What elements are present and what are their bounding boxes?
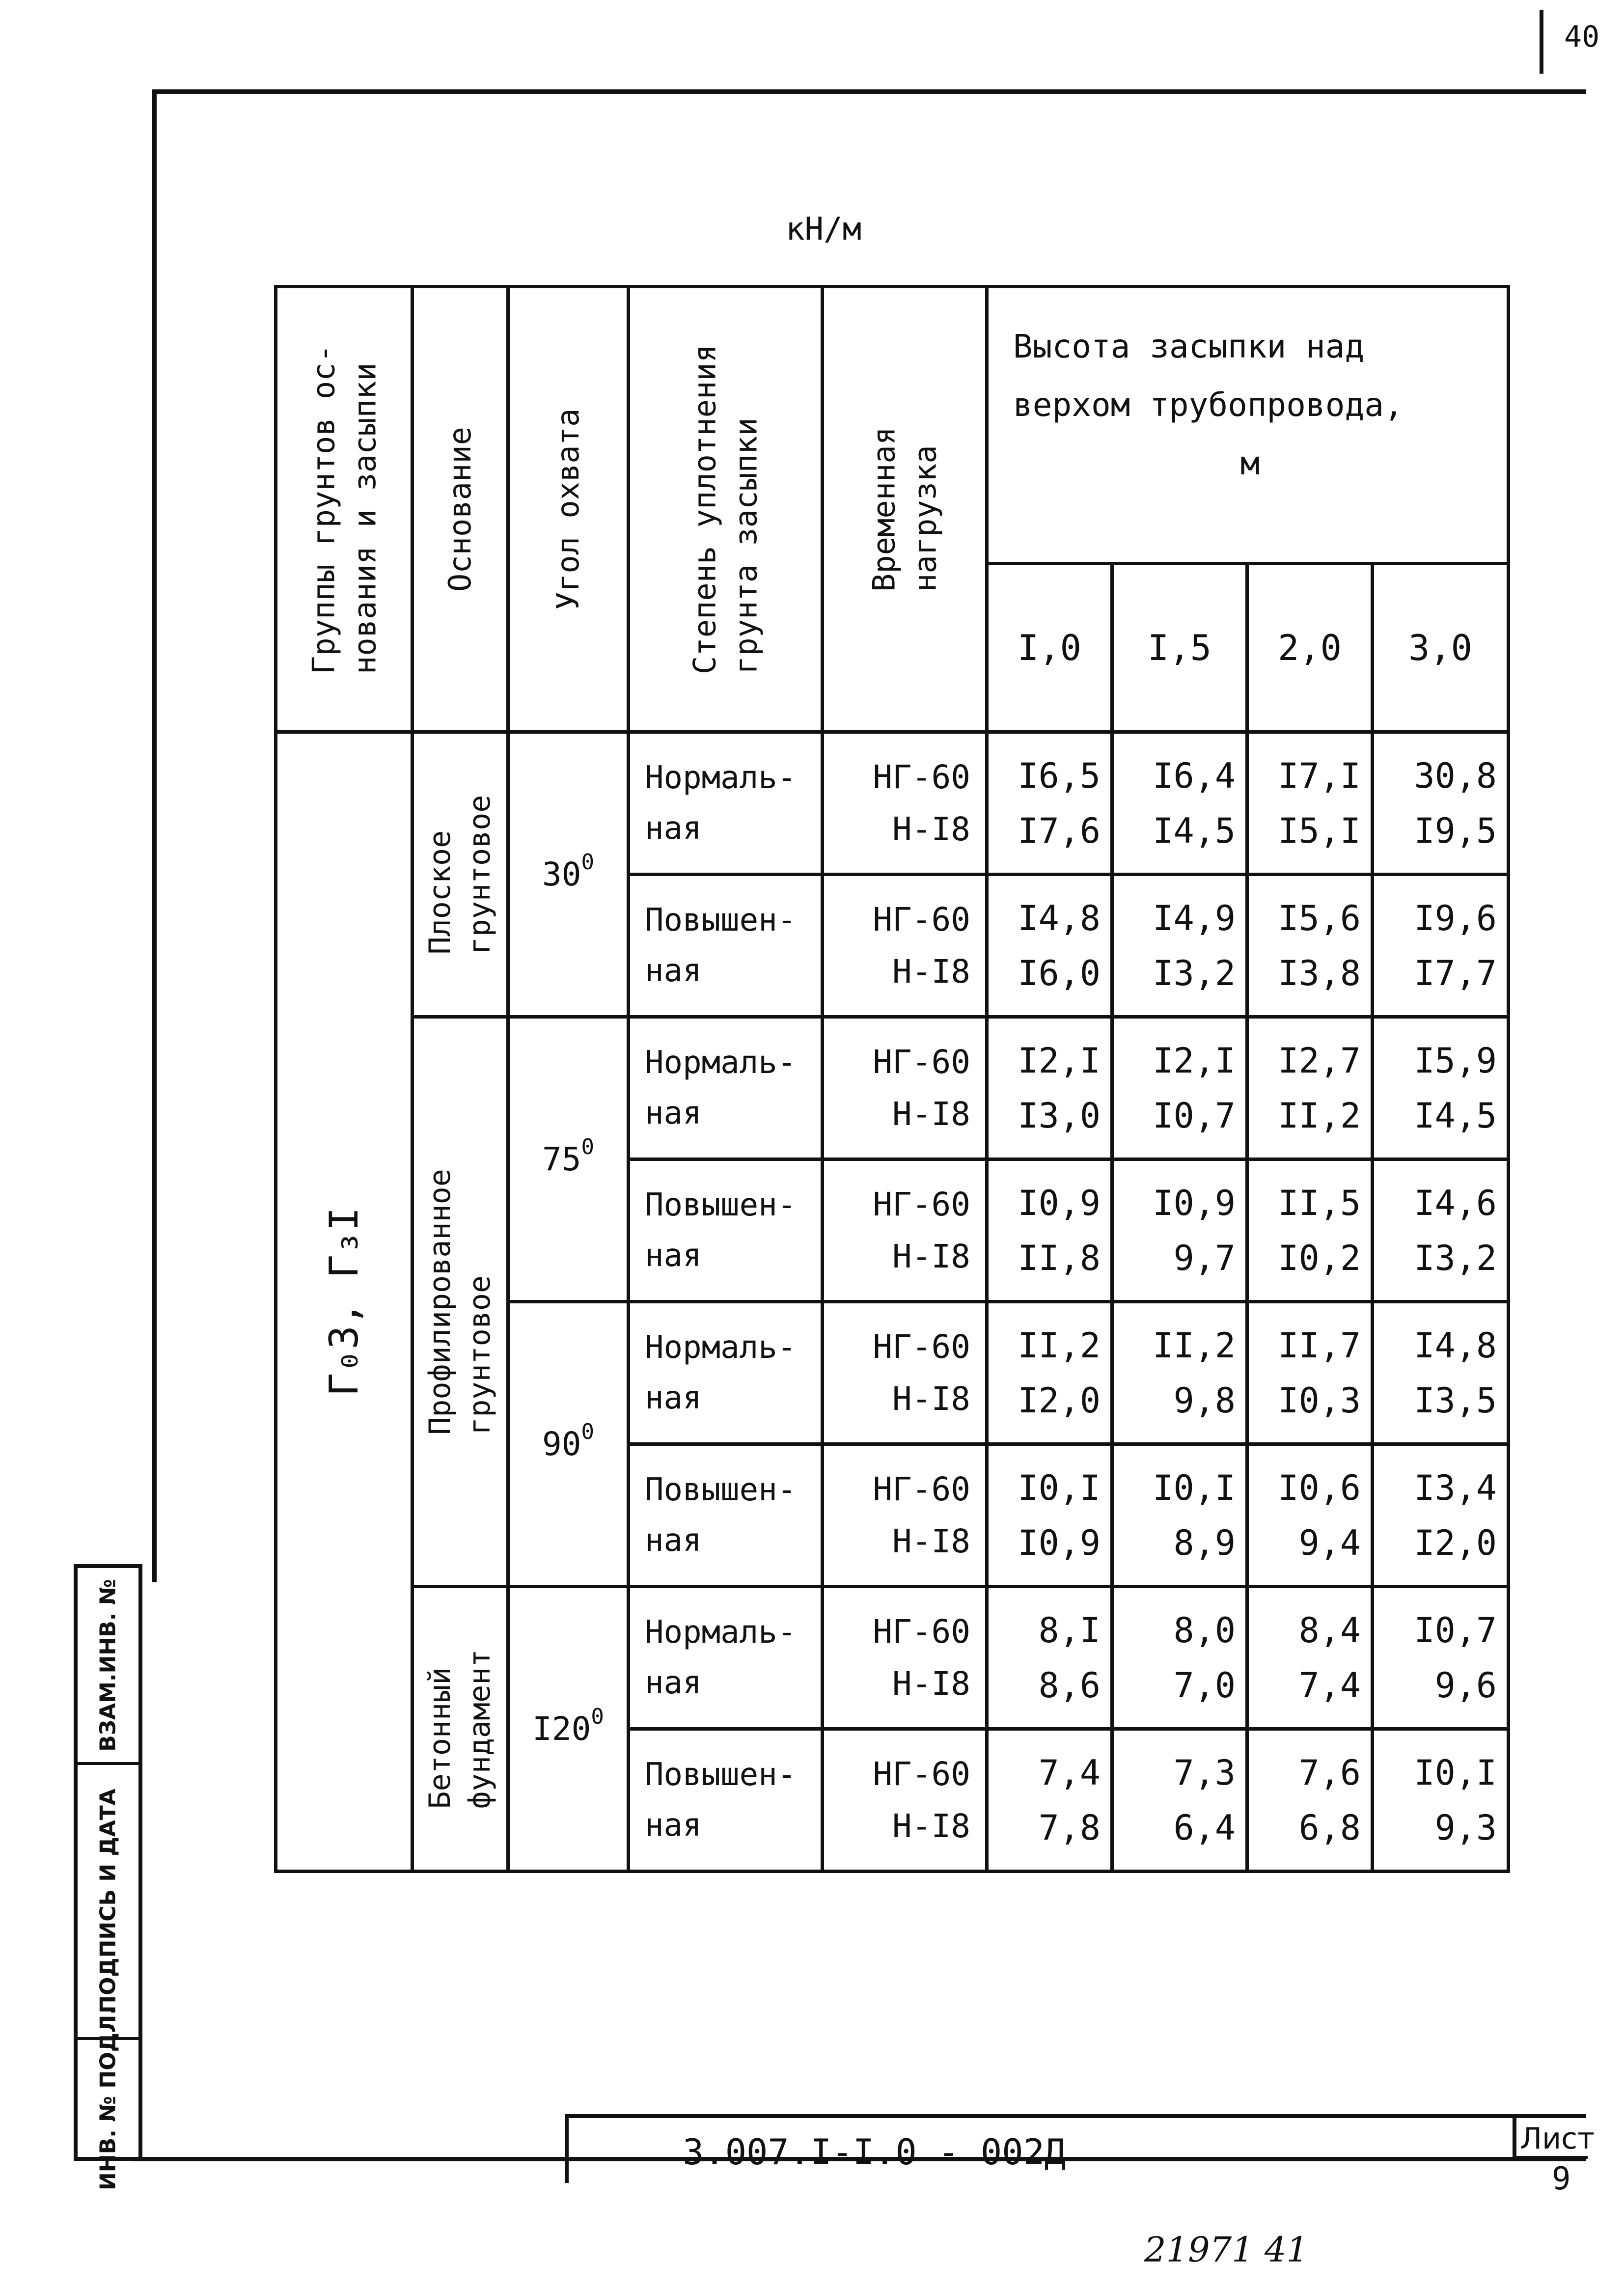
frame-border-left — [152, 89, 157, 1582]
unit-label: кН/м — [786, 211, 862, 248]
side-cell-replacement — [78, 1568, 138, 1762]
compaction-normal: Нормаль- ная — [629, 1017, 823, 1159]
load-cell: НГ-60 Н-I8 — [823, 1017, 987, 1159]
compaction-raised: Повышен- ная — [629, 875, 823, 1017]
title-block-top-border — [565, 2114, 1586, 2118]
value-cell: I0,I 8,9 — [1112, 1444, 1247, 1587]
side-label-replacement-inv: ВЗАМ.ИНВ. № — [95, 1578, 121, 1752]
side-label-original-inv: ИНВ. № ПОДЛ. — [95, 2006, 121, 2191]
angle-75: $75^0$ — [508, 1017, 629, 1302]
value-cell: II,2 9,8 — [1112, 1302, 1247, 1444]
load-cell: НГ-60 Н-I8 — [823, 1159, 987, 1302]
value-cell: I4,8 I6,0 — [987, 875, 1112, 1017]
sheet-number: 9 — [1552, 2161, 1571, 2197]
load-cell: НГ-60 Н-I8 — [823, 1302, 987, 1444]
header-base: Основание — [413, 287, 508, 732]
angle-90: $90^0$ — [508, 1302, 629, 1587]
title-block-sheet-rule — [1516, 2156, 1588, 2159]
header-load: Временная нагрузка — [823, 287, 987, 732]
value-cell: 7,4 7,8 — [987, 1729, 1112, 1872]
side-stamp-strip — [74, 1564, 142, 2191]
value-cell: I0,9 II,8 — [987, 1159, 1112, 1302]
angle-30: $30^0$ — [508, 732, 629, 1017]
value-cell: I2,7 II,2 — [1247, 1017, 1373, 1159]
value-cell: I0,I I0,9 — [987, 1444, 1112, 1587]
archive-stamp: 21971 41 — [1144, 2230, 1309, 2270]
value-cell: 7,6 6,8 — [1247, 1729, 1373, 1872]
compaction-raised: Повышен- ная — [629, 1444, 823, 1587]
load-cell: НГ-60 Н-I8 — [823, 1587, 987, 1729]
group-cell: Г₀3, Г₃I — [276, 732, 413, 1872]
header-angle: Угол охвата — [508, 287, 629, 732]
base-flat: Плоское грунтовое — [413, 732, 508, 1017]
value-cell: II,2 I2,0 — [987, 1302, 1112, 1444]
value-cell: II,5 I0,2 — [1247, 1159, 1373, 1302]
header-height-2-0: 2,0 — [1247, 564, 1373, 732]
load-cell: НГ-60 Н-I8 — [823, 1444, 987, 1587]
compaction-normal: Нормаль- ная — [629, 1302, 823, 1444]
sheet-label: Лист — [1520, 2122, 1595, 2156]
header-height-1-0: I,0 — [987, 564, 1112, 732]
header-group: Группы грунтов ос- нования и засыпки — [276, 287, 413, 732]
angle-120: $I20^0$ — [508, 1587, 629, 1872]
value-cell: I9,6 I7,7 — [1373, 875, 1509, 1017]
base-concrete: Бетонный фундамент — [413, 1587, 508, 1872]
header-height-3-0: 3,0 — [1373, 564, 1509, 732]
page-number: 40 — [1564, 20, 1600, 54]
value-cell: I6,5 I7,6 — [987, 732, 1112, 875]
load-cell: НГ-60 Н-I8 — [823, 1729, 987, 1872]
value-cell: I6,4 I4,5 — [1112, 732, 1247, 875]
title-block-sheet-separator — [1513, 2114, 1516, 2161]
side-cell-original — [78, 2006, 138, 2191]
compaction-normal: Нормаль- ная — [629, 732, 823, 875]
header-fill-height: Высота засыпки над верхом трубопровода, м — [987, 287, 1509, 564]
value-cell: I2,I I3,0 — [987, 1017, 1112, 1159]
value-cell: I0,6 9,4 — [1247, 1444, 1373, 1587]
value-cell: I0,9 9,7 — [1112, 1159, 1247, 1302]
compaction-raised: Повышен- ная — [629, 1729, 823, 1872]
value-cell: 8,I 8,6 — [987, 1587, 1112, 1729]
value-cell: I4,9 I3,2 — [1112, 875, 1247, 1017]
value-cell: II,7 I0,3 — [1247, 1302, 1373, 1444]
compaction-raised: Повышен- ная — [629, 1159, 823, 1302]
title-block-left-border — [565, 2114, 569, 2183]
value-cell: I0,7 9,6 — [1373, 1587, 1509, 1729]
value-cell: I4,8 I3,5 — [1373, 1302, 1509, 1444]
side-cell-signature — [78, 1762, 138, 2037]
page-number-divider — [1540, 10, 1543, 74]
value-cell: 8,4 7,4 — [1247, 1587, 1373, 1729]
value-cell: I4,6 I3,2 — [1373, 1159, 1509, 1302]
value-cell: 30,8 I9,5 — [1373, 732, 1509, 875]
header-height-1-5: I,5 — [1112, 564, 1247, 732]
value-cell: 8,0 7,0 — [1112, 1587, 1247, 1729]
load-cell: НГ-60 Н-I8 — [823, 875, 987, 1017]
value-cell: I5,9 I4,5 — [1373, 1017, 1509, 1159]
header-compaction: Степень уплотнения грунта засыпки — [629, 287, 823, 732]
value-cell: 7,3 6,4 — [1112, 1729, 1247, 1872]
frame-border-top — [152, 89, 1586, 94]
load-cell: НГ-60 Н-I8 — [823, 732, 987, 875]
document-code: 3.007.I-I.0 - 002Д — [683, 2131, 1066, 2173]
value-cell: I7,I I5,I — [1247, 732, 1373, 875]
compaction-normal: Нормаль- ная — [629, 1587, 823, 1729]
value-cell: I2,I I0,7 — [1112, 1017, 1247, 1159]
base-profiled: Профилированное грунтовое — [413, 1017, 508, 1587]
value-cell: I5,6 I3,8 — [1247, 875, 1373, 1017]
side-label-signature-date: ПОДПИСЬ И ДАТА — [95, 1789, 121, 2013]
load-table — [274, 285, 1510, 1873]
value-cell: I3,4 I2,0 — [1373, 1444, 1509, 1587]
value-cell: I0,I 9,3 — [1373, 1729, 1509, 1872]
